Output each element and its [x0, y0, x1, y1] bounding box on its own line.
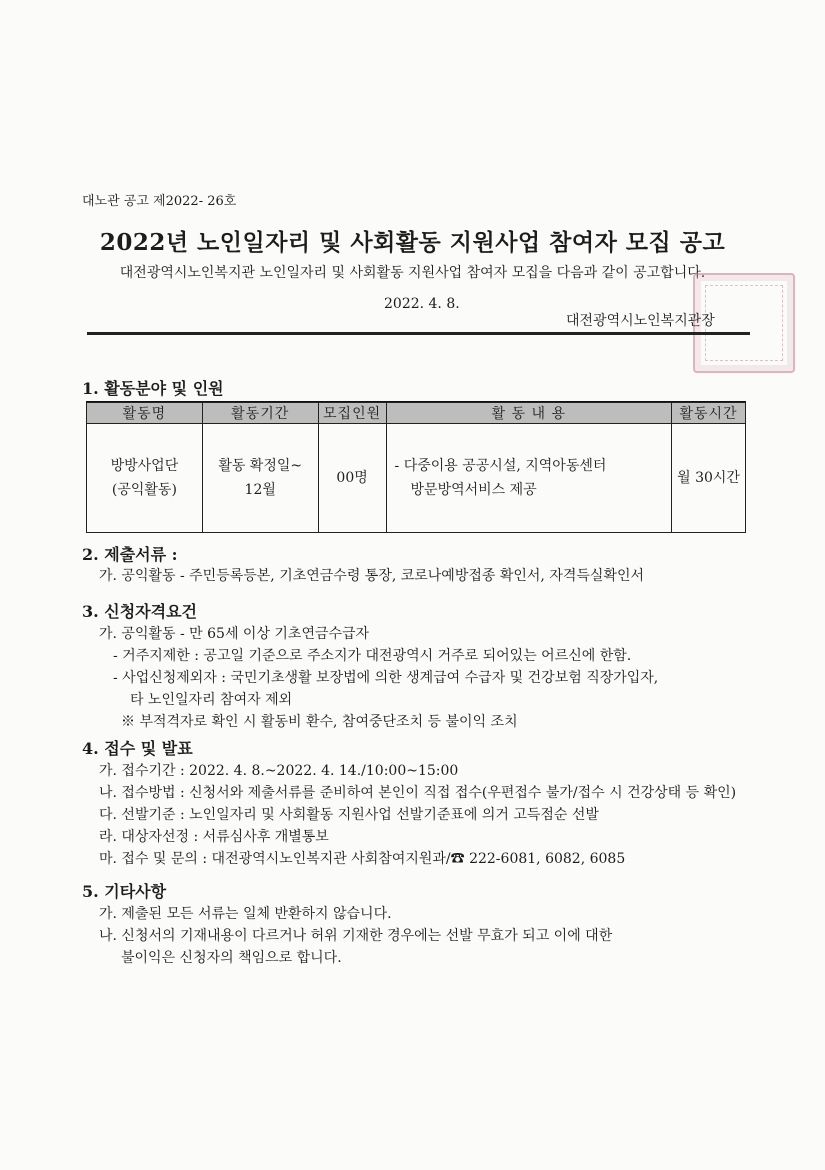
notice-number: 대노관 공고 제2022- 26호 — [82, 194, 237, 209]
misc-line: 나. 신청서의 기재내용이 다르거나 허위 기재한 경우에는 선발 무효가 되고 이에 대한 — [99, 928, 613, 944]
activity-content-line: 방문방역서비스 제공 — [410, 482, 537, 498]
page-subtitle: 대전광역시노인복지관 노인일자리 및 사회활동 지원사업 참여자 모집을 다음과 같이 공고합니다. — [119, 265, 706, 281]
section-5-heading: 5. 기타사항 — [82, 882, 167, 901]
header-divider — [87, 332, 750, 335]
activity-type: (공익활동) — [111, 482, 177, 498]
misc-line: 가. 제출된 모든 서류는 일체 반환하지 않습니다. — [99, 906, 392, 922]
activity-period-cell — [202, 424, 318, 533]
application-line: 나. 접수방법 : 신청서와 제출서류를 준비하여 본인이 직접 접수(우편접수 불가/접수 시 건강상태 등 확인) — [99, 785, 737, 801]
application-line: 다. 선발기준 : 노인일자리 및 사회활동 지원사업 선발기준표에 의거 고득점순 선발 — [99, 807, 599, 823]
column-header: 활동시간 — [672, 403, 746, 424]
activity-period-line: 활동 확정일~ — [218, 458, 303, 474]
section-1-heading: 1. 활동분야 및 인원 — [82, 379, 224, 398]
eligibility-line: 타 노인일자리 참여자 제외 — [130, 692, 293, 708]
activity-table — [86, 402, 746, 533]
page-title: 2022년 노인일자리 및 사회활동 지원사업 참여자 모집 공고 — [99, 229, 726, 256]
misc-line: 불이익은 신청자의 책임으로 합니다. — [121, 950, 342, 966]
activity-period-line: 12월 — [244, 482, 276, 498]
column-header: 활동명 — [87, 403, 203, 424]
section-4-heading: 4. 접수 및 발표 — [82, 739, 193, 758]
activity-content-cell — [386, 424, 672, 533]
activity-content-line: - 다중이용 공공시설, 지역아동센터 — [394, 458, 607, 474]
eligibility-line: 가. 공익활동 - 만 65세 이상 기초연금수급자 — [99, 626, 370, 642]
application-line: 라. 대상자선정 : 서류심사후 개별통보 — [99, 829, 329, 845]
activity-hours: 월 30시간 — [672, 424, 746, 533]
notice-date: 2022. 4. 8. — [384, 296, 460, 312]
contact-line: 마. 접수 및 문의 : 대전광역시노인복지관 사회참여지원과/☎ 222-6081, 6082, 6085 — [99, 851, 626, 867]
column-header: 모집인원 — [318, 403, 386, 424]
column-header: 활 동 내 용 — [386, 403, 672, 424]
activity-name-cell — [87, 424, 203, 533]
document-item: 가. 공익활동 - 주민등록등본, 기초연금수령 통장, 코로나예방접종 확인서, 자격득실확인서 — [99, 568, 644, 584]
application-line: 가. 접수기간 : 2022. 4. 8.~2022. 4. 14./10:00~15:00 — [99, 763, 459, 779]
section-3-heading: 3. 신청자격요건 — [82, 602, 198, 621]
issuer-name: 대전광역시노인복지관장 — [566, 313, 715, 329]
table-row — [87, 424, 746, 533]
eligibility-note: ※ 부적격자로 확인 시 활동비 환수, 참여중단조치 등 불이익 조치 — [121, 714, 518, 730]
eligibility-line: - 거주지제한 : 공고일 기준으로 주소지가 대전광역시 거주로 되어있는 어르신에 한함. — [113, 648, 632, 664]
eligibility-line: - 사업신청제외자 : 국민기초생활 보장법에 의한 생계급여 수급자 및 건강보험 직장가입자, — [113, 670, 659, 686]
recruit-count: 00명 — [318, 424, 386, 533]
activity-name: 방방사업단 — [110, 458, 179, 474]
table-header-row — [87, 403, 746, 424]
section-2-heading: 2. 제출서류 : — [82, 545, 178, 564]
column-header: 활동기간 — [202, 403, 318, 424]
